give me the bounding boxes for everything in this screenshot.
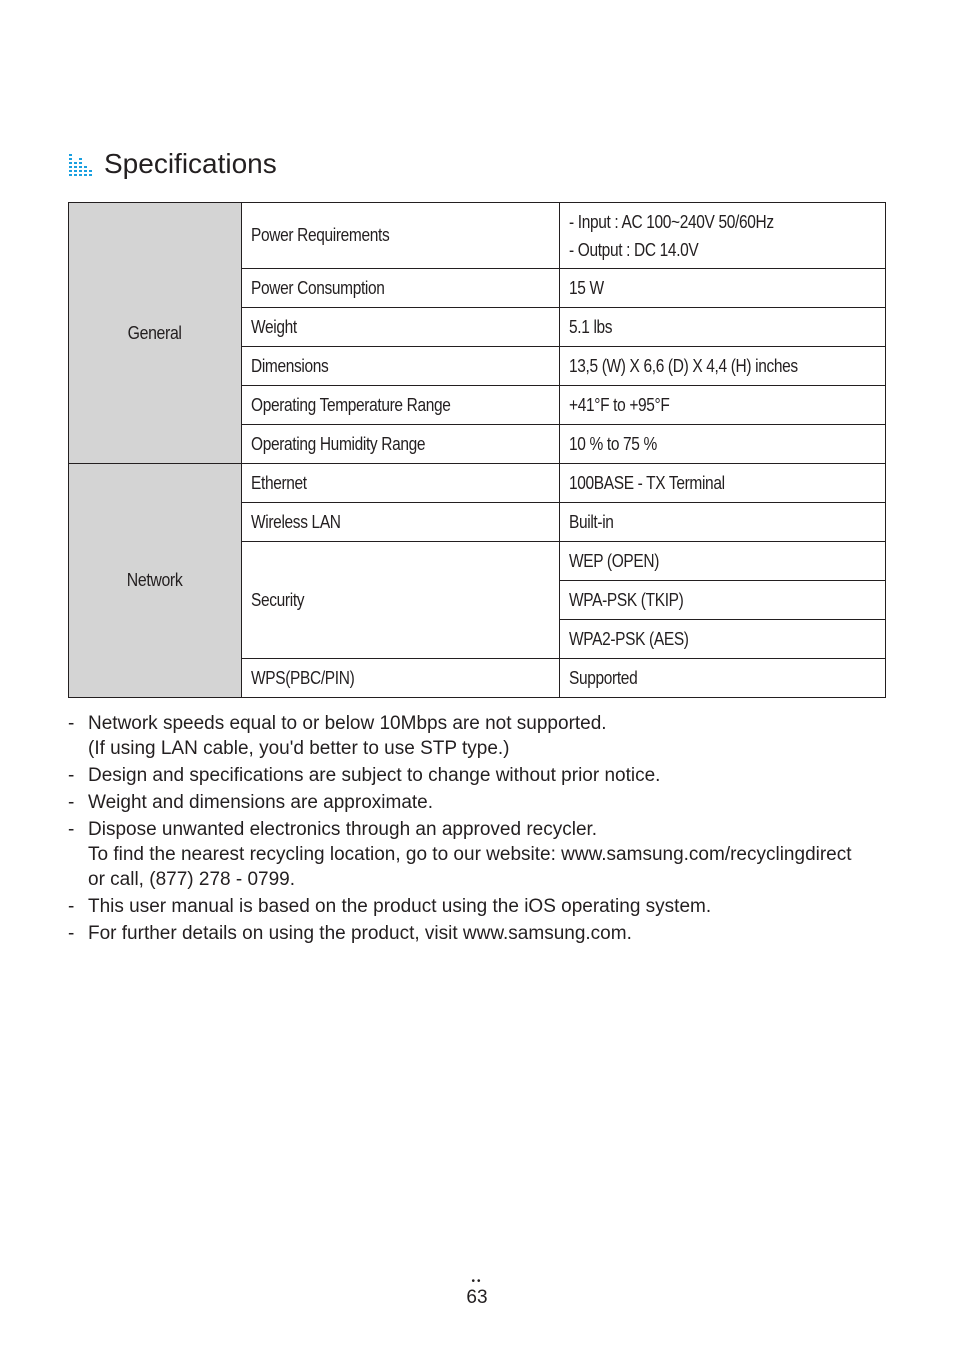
page-title: Specifications	[104, 148, 277, 179]
spec-label: Weight	[242, 308, 560, 347]
page-footer	[0, 1278, 954, 1310]
table-row	[69, 203, 886, 269]
spec-value: Supported	[560, 659, 886, 698]
spec-label: Power Consumption	[242, 269, 560, 308]
spec-value: 15 W	[560, 269, 886, 308]
spec-value: 100BASE - TX Terminal	[560, 464, 886, 503]
specifications-table	[68, 202, 886, 698]
spec-value: - Input : AC 100~240V 50/60Hz - Output : DC 14.0V	[560, 203, 886, 269]
spec-value: WEP (OPEN)	[560, 542, 886, 581]
equalizer-bars-icon	[68, 152, 94, 180]
spec-label: Ethernet	[242, 464, 560, 503]
spec-label: Security	[242, 542, 560, 659]
page-dots-icon: ••	[471, 1276, 483, 1287]
spec-label: Power Requirements	[242, 203, 560, 269]
list-item: - This user manual is based on the product using the iOS operating system.	[68, 896, 712, 917]
spec-label: Wireless LAN	[242, 503, 560, 542]
spec-value: +41°F to +95°F	[560, 386, 886, 425]
list-item: - Dispose unwanted electronics through an approved recycler. To find the nearest recycling location, go to our website: www.samsung.com/recyclingdirect or call, (877) 278 - 0799.	[68, 819, 852, 890]
spec-label: Operating Temperature Range	[242, 386, 560, 425]
list-item: - Design and specifications are subject to change without prior notice.	[68, 765, 661, 786]
table-row	[69, 464, 886, 503]
spec-label: Dimensions	[242, 347, 560, 386]
spec-label: WPS(PBC/PIN)	[242, 659, 560, 698]
section-header	[68, 146, 277, 182]
spec-label: Operating Humidity Range	[242, 425, 560, 464]
category-network: Network	[69, 464, 242, 698]
page-number: 63	[466, 1287, 488, 1308]
notes-list	[68, 711, 888, 948]
list-item: - Weight and dimensions are approximate.	[68, 792, 434, 813]
category-general: General	[69, 203, 242, 464]
list-item: - For further details on using the product, visit www.samsung.com.	[68, 923, 632, 944]
spec-value: 5.1 lbs	[560, 308, 886, 347]
spec-value: 10 % to 75 %	[560, 425, 886, 464]
spec-value: Built-in	[560, 503, 886, 542]
list-item: - Network speeds equal to or below 10Mbps are not supported. (If using LAN cable, you'd better to use STP type.)	[68, 713, 607, 759]
spec-value: WPA2-PSK (AES)	[560, 620, 886, 659]
spec-value: WPA-PSK (TKIP)	[560, 581, 886, 620]
spec-value: 13,5 (W) X 6,6 (D) X 4,4 (H) inches	[560, 347, 886, 386]
